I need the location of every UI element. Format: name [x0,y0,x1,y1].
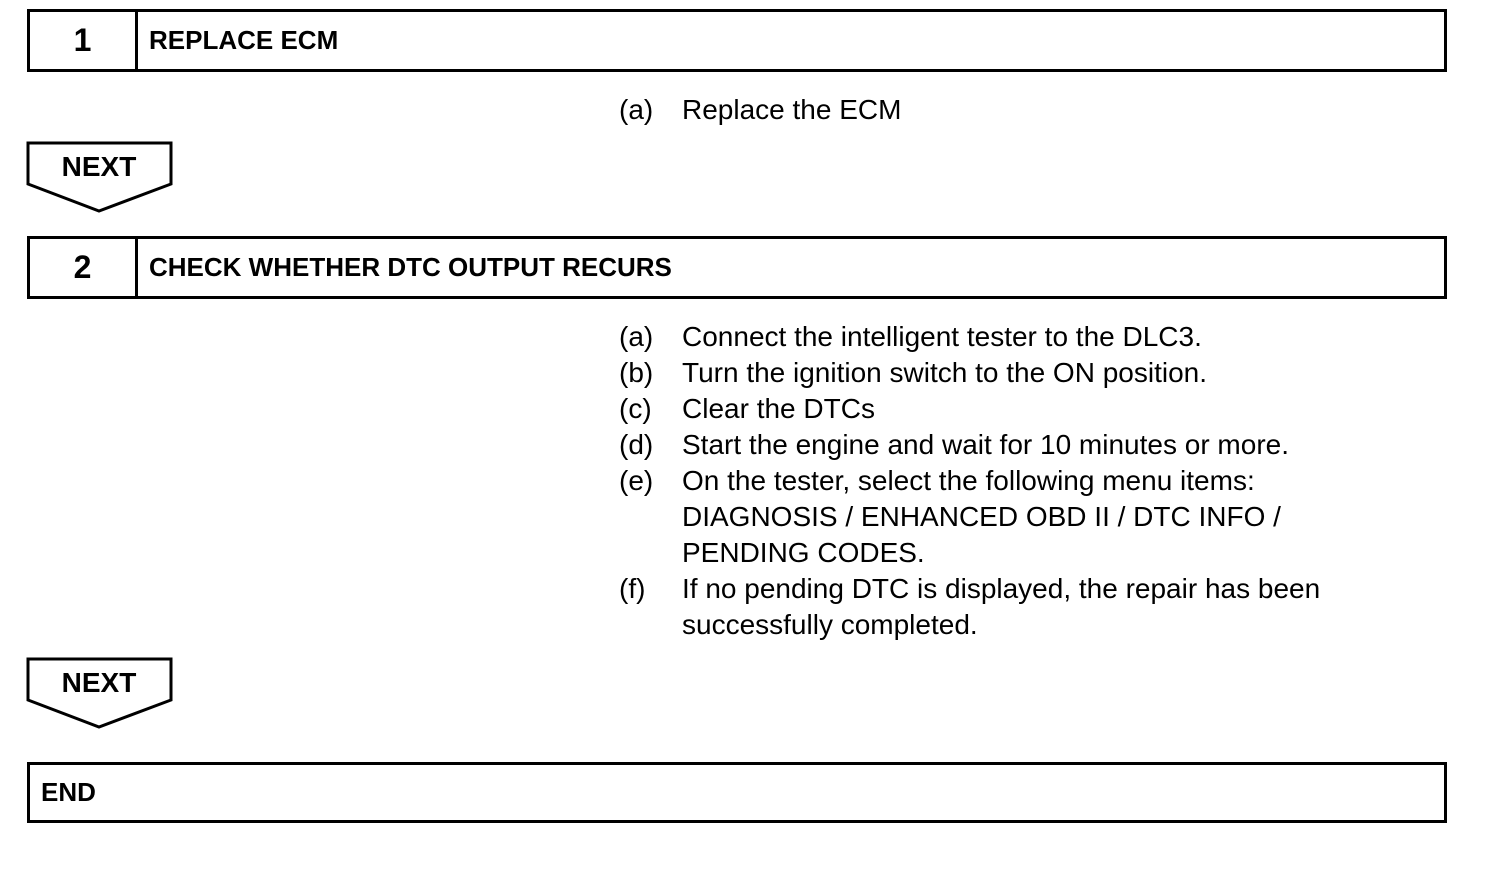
step-2-instructions [619,319,1402,643]
instruction-marker: (a) [619,94,654,125]
instruction-marker: (b) [619,357,654,388]
next-button-label: NEXT [61,667,137,698]
instruction-text: On the tester, select the following menu items: DIAGNOSIS / ENHANCED OBD II / DTC INFO / PENDING CODES. [682,465,1281,568]
step-title: CHECK WHETHER DTC OUTPUT RECURS [149,252,672,282]
instruction-text: Start the engine and wait for 10 minutes or more. [682,429,1289,460]
instruction-marker: (e) [619,465,654,496]
instruction-text: If no pending DTC is displayed, the repair has been successfully completed. [682,573,1321,640]
instruction-item [619,319,1402,355]
next-button-1[interactable] [26,141,176,216]
step-2-header [27,236,1447,299]
step-number: 2 [30,239,138,296]
step-number: 1 [30,12,138,69]
instruction-item [619,571,1402,643]
instruction-item [619,355,1402,391]
instruction-text: Clear the DTCs [682,393,875,424]
step-title: REPLACE ECM [149,25,339,55]
next-button-label: NEXT [61,151,137,182]
next-button-2[interactable] [26,657,176,732]
instruction-item [619,427,1402,463]
instruction-text: Replace the ECM [682,94,902,125]
instruction-marker: (a) [619,321,654,352]
instruction-item [619,463,1402,571]
instruction-text: Connect the intelligent tester to the DLC3. [682,321,1202,352]
instruction-text: Turn the ignition switch to the ON position. [682,357,1207,388]
instruction-marker: (d) [619,429,654,460]
instruction-item [619,92,1402,128]
instruction-item [619,391,1402,427]
step-1-instructions [619,92,1402,128]
instruction-marker: (f) [619,573,646,604]
instruction-marker: (c) [619,393,652,424]
step-1-header [27,9,1447,72]
end-box: END [27,762,1447,823]
